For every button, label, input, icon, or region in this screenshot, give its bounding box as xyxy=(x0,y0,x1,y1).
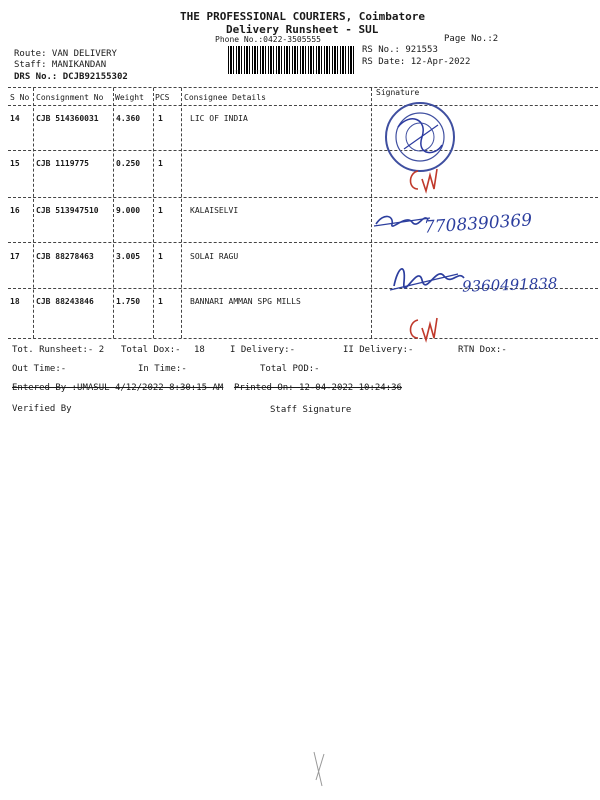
total-dox-value: 18 xyxy=(194,345,205,355)
col-header-signature: Signature xyxy=(376,88,420,97)
row-border xyxy=(8,197,598,198)
row-sno: 16 xyxy=(10,206,20,215)
row-weight: 4.360 xyxy=(116,114,141,123)
route: Route: VAN DELIVERY xyxy=(14,49,117,59)
phone-number: Phone No.:0422-3505555 xyxy=(215,35,321,44)
red-initials xyxy=(404,165,440,195)
handwritten-phone: 9360491838 xyxy=(461,274,558,296)
col-header-consignment: Consignment No xyxy=(36,93,104,102)
row-weight: 0.250 xyxy=(116,159,141,168)
row-pcs: 1 xyxy=(158,114,163,123)
entered-by: Entered By :UMASUL 4/12/2022 8:30:15 AM xyxy=(12,383,224,393)
row-border xyxy=(8,242,598,243)
col-header-pcs: PCS xyxy=(155,93,170,102)
drs-number: DRS No.: DCJB92155302 xyxy=(14,72,128,82)
row-sno: 17 xyxy=(10,252,20,261)
row-consignee: BANNARI AMMAN SPG MILLS xyxy=(190,297,301,306)
row-pcs: 1 xyxy=(158,159,163,168)
col-header-weight: Weight xyxy=(115,93,144,102)
stray-mark xyxy=(310,750,330,790)
red-initials xyxy=(404,314,440,344)
row-weight: 1.750 xyxy=(116,297,141,306)
row-sno: 18 xyxy=(10,297,20,306)
total-pod: Total POD:- xyxy=(260,364,320,374)
table-bottom-border xyxy=(8,338,598,339)
staff: Staff: MANIKANDAN xyxy=(14,60,107,70)
rs-date: RS Date: 12-Apr-2022 xyxy=(362,57,471,67)
row-consignment-no: CJB 88278463 xyxy=(36,252,94,261)
row-sno: 15 xyxy=(10,159,20,168)
verified-by: Verified By xyxy=(12,404,72,414)
row-consignment-no: CJB 513947510 xyxy=(36,206,99,215)
row-consignee: KALAISELVI xyxy=(190,206,239,215)
table-header-border xyxy=(8,105,598,106)
rs-number: RS No.: 921553 xyxy=(362,45,438,55)
signature-scribble xyxy=(388,256,468,296)
in-time: In Time:- xyxy=(138,364,187,374)
col-header-consignee: Consignee Details xyxy=(184,93,266,102)
row-pcs: 1 xyxy=(158,206,163,215)
col-header-sno: S No xyxy=(10,93,30,102)
row-consignment-no: CJB 1119775 xyxy=(36,159,89,168)
row-weight: 9.000 xyxy=(116,206,141,215)
table-top-border xyxy=(8,87,598,88)
row-pcs: 1 xyxy=(158,252,163,261)
barcode xyxy=(228,46,356,74)
row-consignee: LIC OF INDIA xyxy=(190,114,248,123)
runsheet-title: Delivery Runsheet - SUL xyxy=(226,23,379,36)
printed-on: Printed On: 12-04-2022 10:24:36 xyxy=(234,383,402,393)
col-divider xyxy=(153,88,154,338)
staff-signature: Staff Signature xyxy=(270,405,352,415)
handwritten-phone: 7708390369 xyxy=(423,210,533,238)
row-consignment-no: CJB 88243846 xyxy=(36,297,94,306)
row-border xyxy=(8,150,598,151)
row-consignment-no: CJB 514360031 xyxy=(36,114,99,123)
i-delivery: I Delivery:- xyxy=(230,345,296,355)
tot-runsheet: Tot. Runsheet:- 2 xyxy=(12,345,105,355)
company-name: THE PROFESSIONAL COURIERS, Coimbatore xyxy=(180,10,426,23)
col-divider xyxy=(181,88,182,338)
row-sno: 14 xyxy=(10,114,20,123)
col-divider xyxy=(33,88,34,338)
rtn-dox: RTN Dox:- xyxy=(458,345,507,355)
page-number: Page No.:2 xyxy=(444,34,499,44)
row-weight: 3.005 xyxy=(116,252,141,261)
row-pcs: 1 xyxy=(158,297,163,306)
out-time: Out Time:- xyxy=(12,364,67,374)
ii-delivery: II Delivery:- xyxy=(343,345,414,355)
total-dox-label: Total Dox:- xyxy=(121,345,181,355)
row-consignee: SOLAI RAGU xyxy=(190,252,239,261)
col-divider xyxy=(113,88,114,338)
